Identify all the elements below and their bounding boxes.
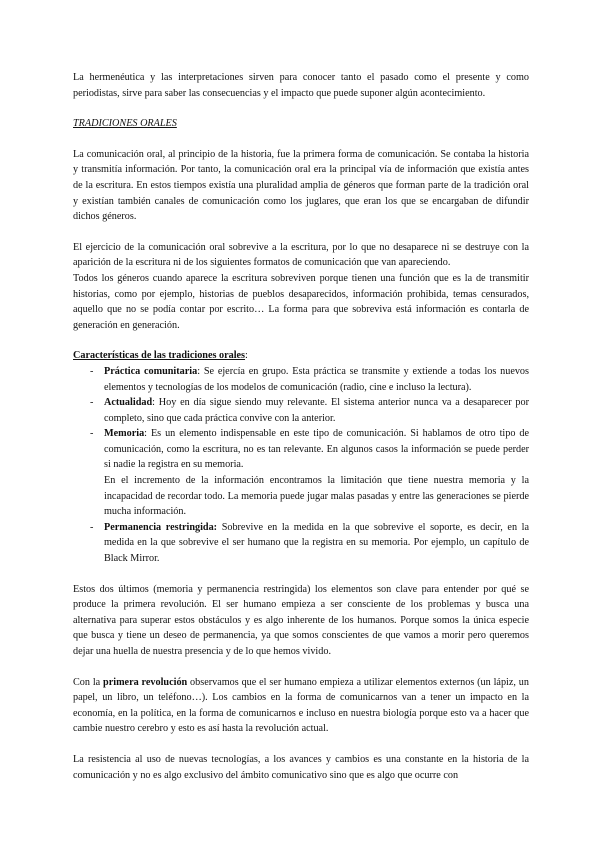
section-title: TRADICIONES ORALES: [73, 118, 177, 130]
list-item-term: Permanencia restringida:: [104, 521, 218, 533]
list-dash: -: [90, 397, 94, 409]
resistance-paragraph: La resistencia al uso de nuevas tecnologías, a los avances y cambios es una constante en la historia de la comunicación y no es algo exclusivo del ámbito comunicativo sino que es algo que ocurre con: [73, 753, 529, 781]
first-revolution-lead: Con la: [73, 676, 104, 688]
list-item: [73, 520, 529, 567]
first-revolution-rest: observamos que el ser humano empieza a utilizar elementos externos (un lápiz, un papel, un libro, un teléfono…). Los cambios en la forma de comunicarnos van a tener un impacto en la economía, en la política, en la forma de comunicarnos e incluso en nuestra biología porque esto va a hacer que cambie nuestro cerebro y esto es así hasta la revolución actual.: [73, 676, 529, 735]
characteristics-heading-colon: :: [245, 350, 248, 362]
list-item-text: : Se ejercía en grupo. Esta práctica se transmite y extiende a todas los nuevos elementos y tecnologías de los modelos de comunicación (radio, cine e incluso la lectura).: [104, 365, 529, 393]
intro-paragraph: La hermenéutica y las interpretaciones sirven para conocer tanto el pasado como el presente y como periodistas, sirve para saber las consecuencias y el impacto que puede suponer algún acontecimiento.: [73, 72, 529, 99]
spacer: [73, 225, 529, 240]
first-revolution-paragraph: [73, 675, 529, 737]
list-dash: -: [90, 365, 94, 377]
genres-paragraph: Todos los géneros cuando aparece la escritura sobreviven porque tienen una función que es la de transmitir historias, como por ejemplo, historias de pueblos desaparecidos, información prohibida, temas censurados, aquello que no se podía contar por escrito… La forma para que sobreviva está información es contarla de generación en generación.: [73, 272, 529, 331]
list-item-term: Práctica comunitaria: [104, 365, 198, 377]
document-page: [73, 70, 529, 783]
list-dash: -: [90, 428, 94, 440]
spacer: [73, 333, 529, 348]
characteristics-heading: [73, 348, 529, 364]
list-item-text: : Es un elemento indispensable en este tipo de comunicación. Si hablamos de otro tipo de comunicación, como la escritura, no es tan relevante. En algunos casos la información se puede perder si nadie la registra en su memoria.: [104, 428, 529, 471]
list-dash: -: [90, 521, 94, 533]
spacer: [73, 737, 529, 752]
oral-communication-paragraph: La comunicación oral, al principio de la historia, fue la primera forma de comunicación. Se contaba la historia y transmitía información. Por tanto, la comunicación oral era la principal vía de información que existía antes de la escritura. En estos tiempos existía una pluralidad amplia de géneros que forman parte de la tradición oral y existían también canales de comunicación como los juglares, que eran los que se encargaban de difundir dichos géneros.: [73, 148, 529, 223]
list-item-term: Memoria: [104, 428, 145, 440]
spacer: [73, 101, 529, 116]
list-item: [73, 395, 529, 426]
list-item-term: Actualidad: [104, 397, 153, 409]
survival-paragraph: El ejercicio de la comunicación oral sobrevive a la escritura, por lo que no desaparece ni se destruye con la aparición de la escritura ni de los siguientes formatos de comunicación que van apareciendo.: [73, 241, 529, 269]
list-item-text: : Hoy en día sigue siendo muy relevante. El sistema anterior nunca va a desaparecer por completo, sino que cada práctica convive con la anterior.: [104, 397, 529, 424]
list-item: [73, 426, 529, 520]
first-revolution-term: primera revolución: [103, 676, 188, 688]
spacer: [73, 567, 529, 582]
list-item: [73, 364, 529, 395]
characteristics-heading-text: Características de las tradiciones orales: [73, 350, 246, 362]
list-item-text: Sobrevive en la medida en la que sobrevive el soporte, es decir, en la medida en la que sobrevive el ser humano que la registra en su memoria. Por ejemplo, un capítulo de Black Mirror.: [104, 521, 529, 565]
memory-permanence-paragraph: Estos dos últimos (memoria y permanencia restringida) los elementos son clave para entender por qué se produce la primera revolución. El ser humano empieza a ser consciente de los problemas y busca una alternativa para superar estos obstáculos y es algo inherente de los humanos. Porque somos la única especie que busca y tiene un deseo de permanencia, ya que somos conscientes de que vamos a morir pero queremos dejar una huella de nuestra presencia y de lo que hemos vivido.: [73, 583, 529, 657]
spacer: [73, 132, 529, 147]
list-item-extra: En el incremento de la información encontramos la limitación que tiene nuestra memoria y la incapacidad de recordar todo. La memoria puede jugar malas pasadas y entre las generaciones se pierde mucha información.: [104, 475, 529, 518]
spacer: [73, 660, 529, 675]
characteristics-list: [73, 364, 529, 567]
